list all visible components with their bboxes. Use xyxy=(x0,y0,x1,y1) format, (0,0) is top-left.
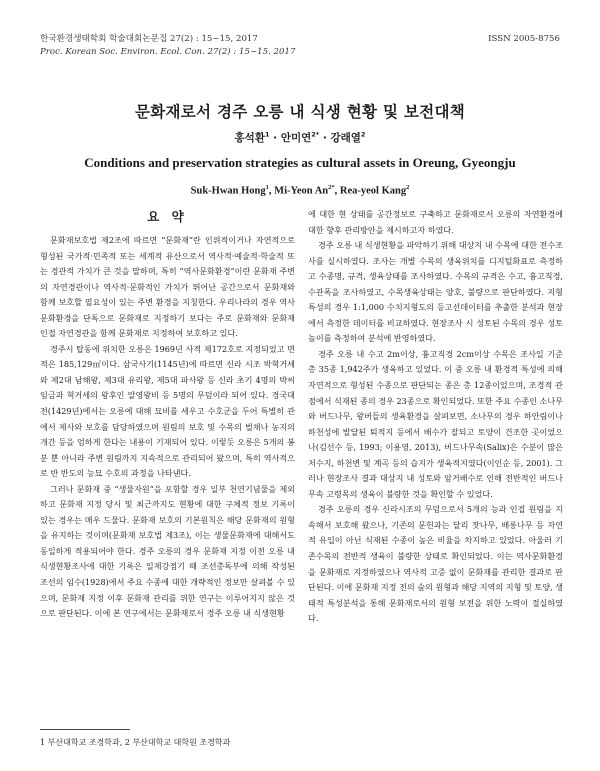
running-header xyxy=(40,33,560,59)
author-1-en: Suk-Hwan Hong xyxy=(190,185,266,197)
paragraph: 에 대한 현 상태를 공간정보로 구축하고 문화재로서 오릉의 자연환경에 대한 향후 관리방안을 제시하고자 하였다. xyxy=(308,209,563,235)
journal-title-ko: 한국환경생태학회 학술대회논문집 27(2) : 15~15, 2017 xyxy=(40,34,258,44)
author-2-ko-affil: 2* xyxy=(311,130,320,139)
author-1-ko: 홍석환 xyxy=(234,132,265,144)
author-separator: · xyxy=(269,132,281,144)
paper-title-ko: 문화재로서 경주 오릉 내 식생 현황 및 보전대책 xyxy=(134,103,466,121)
author-2-en: Mi-Yeon An xyxy=(274,185,329,197)
paragraph: 경주시 탑동에 위치한 오릉은 1969년 사적 제172호로 지정되었고 면적은 185,129㎡이다. 삼국사기(1145년)에 따르면 신라 시조 박혁거세와 제2대 남해왕, 제3대 유리왕, 제5대 파사왕 등 신라 초기 4명의 박씨 임금과 혁거세의 왕후인 알영왕비 등 5명의 무덤이라 되어 있다. 경국대전(1429년)에서는 오릉에 대해 묘비를 세우고 수호군을 두어 특별히 관에서 제사와 보호를 담당하였으며 원림의 보호 및 수목의 벌채나 농지의 개간 등을 엄하게 한다는 내용이 기재되어 있다. 이렇듯 오릉은 5개의 봉분 뿐 아니라 주변 원림까지 지속적으로 관리되어 왔으며, 특히 역사적으로 반 반도의 능묘 수호의 과정을 나타낸다. xyxy=(40,343,295,479)
journal-title-en: Proc. Korean Soc. Environ. Ecol. Con. 27(2) : 15~15. 2017 xyxy=(40,47,296,57)
paragraph: 경주 오릉 내 식생현황을 파악하기 위해 대상지 내 수목에 대한 전수조사를 실시하였다. 조사는 개별 수목의 생육위치를 디지털화표로 측정하고 수종명, 규격, 생육상태를 조사하였다. 수목의 규격은 수고, 흉고직경, 수관폭을 조사하였고, 수목생육상태는 양호, 불량으로 판단하였다. 지형특성의 경우 1:1,000 수치지형도의 등고선데이터를 추출한 분석과 현장에서 측정한 데이터를 비교하였다. 현장조사 시 성토된 수목의 경우 성토 높이를 측정하여 분석에 반영하였다. xyxy=(308,240,563,344)
author-1-en-affil: 1 xyxy=(265,184,269,191)
footnote: 1 부산대학교 조경학과, 2 부산대학교 대학원 조경학과 xyxy=(40,738,231,747)
author-separator: · xyxy=(319,132,331,144)
authors-en xyxy=(0,184,600,197)
author-separator: , xyxy=(334,185,340,197)
authors-ko xyxy=(0,130,600,145)
paragraph: 경주 오릉의 경우 신라시조의 무덤으로서 5개의 능과 인접 원림을 지속해서 보호해 왔으나, 기존의 문헌과는 달리 잣나무, 배롱나무 등 자연적 유입이 아닌 식재된 수종이 높은 비율을 차지하고 있었다. 아울러 기존수목의 전반적 생육이 불량한 상태로 확인되었다. 이는 역사문화환경을 문화재로 지정하였으나 역사적 고증 없이 문화재를 관리한 결과로 판단된다. 이에 문화재 지정 전의 숲의 원형과 해당 지역의 지형 및 토양, 생태적 특성분석을 통해 문화재로서의 원형 보전을 위한 노력이 절실하였다. xyxy=(308,504,563,624)
abstract-heading: 요 약 xyxy=(147,209,188,224)
paragraph: 그러나 문화재 중 “생물자원”을 포함할 경우 일부 천연기념물을 제외하고 문화재 지정 당시 및 최근까지도 현황에 대한 구체적 정보 기록이 있는 경우는 매우 드물다. 문화재 보호의 기본원칙은 해당 문화재의 원형을 유지하는 것이며(문화재 보호법 제3조), 이는 생물문화재에 대해서도 동일하게 적용되어야 한다. 경주 오릉의 경우 문화재 지정 이전 오릉 내 식생현황조사에 대한 기록은 일제강점기 때 조선총독부에 의해 작성된 조선의 임수(1928)에서 주요 수종에 대한 개략적인 정보만 살펴볼 수 있으며, 문화재 지정 이후 문화재 관리를 위한 연구는 이루어지지 않은 것으로 판단된다. 이에 본 연구에서는 문화재로서 경주 오릉 내 식생현황 xyxy=(40,483,295,619)
author-separator: , xyxy=(268,185,275,197)
footnote-divider xyxy=(40,729,130,730)
author-3-en: Rea-yeol Kang xyxy=(339,185,407,197)
author-3-en-affil: 2 xyxy=(406,184,410,191)
author-1-ko-affil: 1 xyxy=(264,130,270,139)
paragraph: 경주 오릉 내 수고 2m이상, 흉고직경 2cm이상 수목은 조사일 기준 총 35종 1,942주가 생육하고 있었다. 이 중 오릉 내 환경적 특성에 의해 자연적으로 형성된 수종으로 판단되는 종은 총 12종이었으며, 조경적 관점에서 식재된 종의 경우 23종으로 확인되었다. 또한 주요 수종인 소나무와 버드나무, 왕버들의 생육환경을 살펴보면, 소나무의 경우 하안림이나 하천성에 발달된 퇴적지 등에서 배수가 잘되고 토양이 건조한 곳이었으나(김선수 등, 1993; 이용영, 2013), 버드나무속(Salix)은 수분이 많은 저수지, 하천변 및 계곡 등의 습지가 생육적지였다(이인순 등, 2001). 그러나 현장조사 결과 대상지 내 성토와 암거배수로 인해 전반적인 버드나무속 고령목의 생육이 불량한 것을 확인할 수 있었다. xyxy=(308,348,563,499)
author-3-ko-affil: 2 xyxy=(360,130,366,139)
author-3-ko: 강래열 xyxy=(330,132,361,144)
author-2-ko: 안미연 xyxy=(280,132,312,144)
issn: ISSN 2005-8756 xyxy=(488,34,560,44)
paper-title-en: Conditions and preservation strategies as cultural assets in Oreung, Gyeongju xyxy=(84,155,516,170)
author-2-en-affil: 2* xyxy=(328,184,335,191)
right-column xyxy=(308,207,563,627)
left-column xyxy=(40,233,295,622)
paragraph: 문화재보호법 제2조에 따르면 “문화재”란 인위적이거나 자연적으로 형성된 국가적·민족적 또는 세계적 유산으로서 역사적·예술적·학술적 또는 경관적 가치가 큰 것을 말하며, 특히 “역사문화환경”이란 문화재 주변의 자연경관이나 역사적·문화적인 가치가 뛰어난 공간으로서 문화재와 함께 보호할 필요성이 있는 주변 환경을 지칭한다. 우리나라의 경우 역사문화환경을 단독으로 문화재로 지정하기 보다는 주로 문화재와 문화재 인접 자연경관을 함께 문화재로 지정하여 보호하고 있다. xyxy=(40,235,295,339)
